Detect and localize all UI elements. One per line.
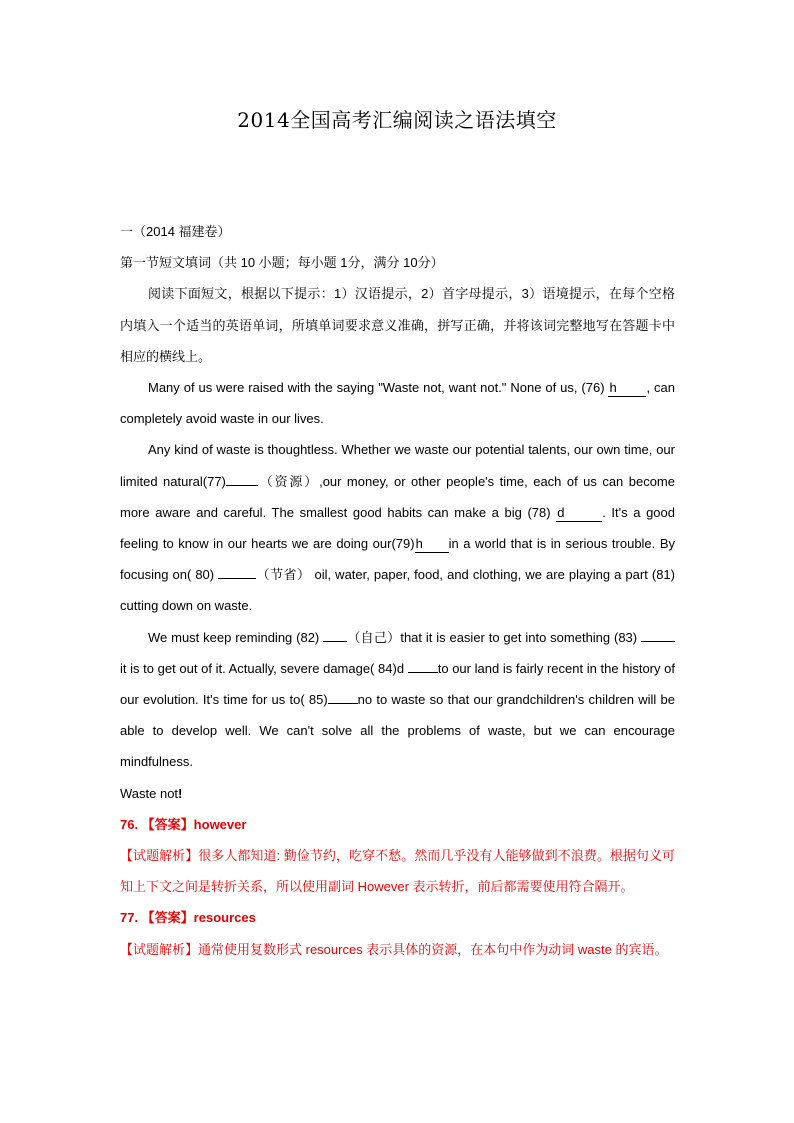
blank-78: d xyxy=(556,505,602,522)
passage-paragraph-2: Any kind of waste is thoughtless. Whether we waste our potential talents, our own time, our limited natural(77) （资源）,our money, or other people's time, each of us can become more aware and careful. The smallest good habits can make a big (78) d . It's a good feeling to know in our hearts we are doing our(79)h in a world that is in serious trouble. By focusing on( 80) （节省） oil, water, paper, food, and clothing, we are playing a part (81) cutting down on waste. xyxy=(120,442,675,614)
hint-80: （节省） xyxy=(256,567,311,583)
instructions-paragraph: 阅读下面短文，根据以下提示：1）汉语提示，2）首字母提示，3）语境提示，在每个空格内填入一个适当的英语单词，所填单词要求意义准确，拼写正确，并将该词完整地写在答题卡中相应的横线上。 xyxy=(120,286,675,364)
hint-82: （自己） xyxy=(347,629,401,645)
answer-77-explanation: 【试题解析】通常使用复数形式 resources 表示具体的资源，在本句中作为动词 waste 的宾语。 xyxy=(120,941,668,957)
blank-77 xyxy=(226,485,258,486)
page-title: 2014全国高考汇编阅读之语法填空 xyxy=(237,108,557,132)
passage-paragraph-3: We must keep reminding (82) （自己）that it is easier to get into something (83) it is to get out of it. Actually, severe damage( 84)d to our land is fairly recent in the history of our evolution. It's time for us to( 85) no to waste so that our grandchildren's children will be able to develop well. We can't solve all the problems of waste, but we can encourage mindfulness. xyxy=(120,629,675,770)
document-body xyxy=(120,216,675,965)
passage-closing: Waste not! xyxy=(120,785,183,801)
section-heading: 一（2014 福建卷） xyxy=(120,224,231,239)
hint-77: （资源） xyxy=(257,473,320,489)
blank-83 xyxy=(641,641,675,642)
blank-85 xyxy=(328,703,358,704)
answer-76-explanation: 【试题解析】很多人都知道: 勤俭节约，吃穿不愁。然而几乎没有人能够做到不浪费。根据句义可知上下文之间是转折关系，所以使用副词 However 表示转折，前后都需要使用符合隔开。 xyxy=(120,848,675,895)
answer-77-label: 77. 【答案】resources xyxy=(120,910,256,926)
blank-80 xyxy=(218,578,256,579)
blank-84 xyxy=(408,672,438,673)
blank-82 xyxy=(323,641,347,642)
section-subheading: 第一节短文填词（共 10 小题；每小题 1分，满分 10分） xyxy=(120,255,444,271)
blank-79: h xyxy=(415,536,449,553)
blank-76: h xyxy=(608,380,646,397)
answer-76-label: 76. 【答案】however xyxy=(120,816,247,832)
passage-paragraph-1: Many of us were raised with the saying "Waste not, want not." None of us, (76) h , can completely avoid waste in our lives. xyxy=(120,380,675,427)
